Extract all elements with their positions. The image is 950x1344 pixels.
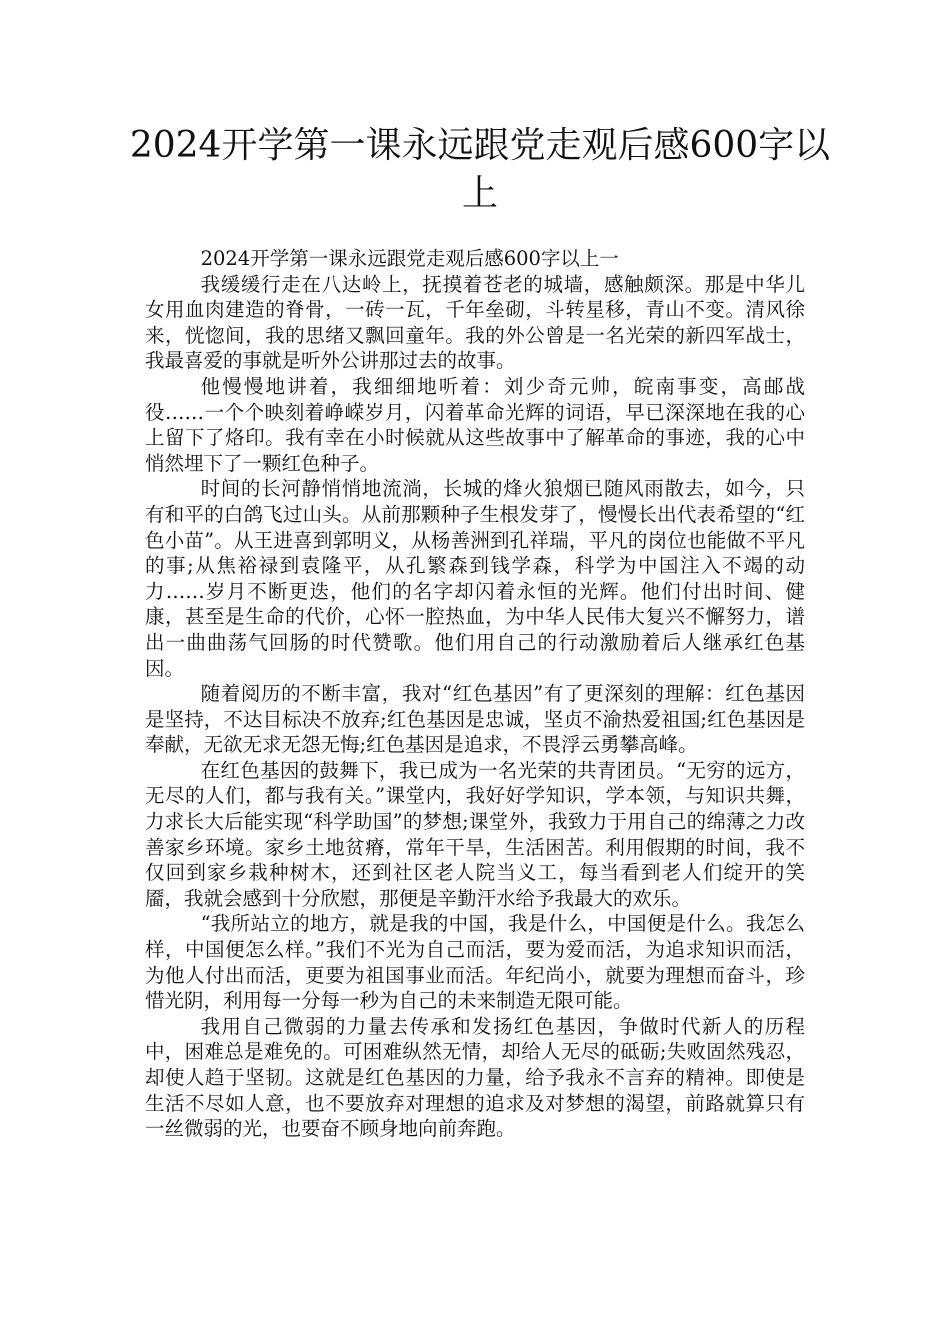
paragraph-6: “我所站立的地方，就是我的中国，我是什么，中国便是什么。我怎么样，中国便怎么样。”我们不光为自己而活，要为爱而活，为追求知识而活，为他人付出而活，更要为祖国事业而活。年纪尚小，就要为理想而奋斗，珍惜光阴，利用每一分每一秒为自己的未来制造无限可能。 (145, 912, 805, 1013)
paragraph-subtitle: 2024开学第一课永远跟党走观后感600字以上一 (200, 247, 619, 270)
document-title: 2024开学第一课永远跟党走观后感600字以上 (129, 125, 831, 214)
paragraph-3: 时间的长河静悄悄地流淌，长城的烽火狼烟已随风雨散去，如今，只有和平的白鸽飞过山头。从前那颗种子生根发芽了，慢慢长出代表希望的“红色小苗”。从王进喜到郭明义，从杨善洲到孔祥瑞，平凡的岗位也能做不平凡的事;从焦裕禄到袁隆平，从孔繁森到钱学森，科学为中国注入不竭的动力……岁月不断更迭，他们的名字却闪着永恒的光辉。他们付出时间、健康，甚至是生命的代价，心怀一腔热血，为中华人民伟大复兴不懈努力，谱出一曲曲荡气回肠的时代赞歌。他们用自己的行动激励着后人继承红色基因。 (145, 477, 805, 680)
paragraph-4: 随着阅历的不断丰富，我对“红色基因”有了更深刻的理解：红色基因是坚持，不达目标决不放弃;红色基因是忠诚，坚贞不渝热爱祖国;红色基因是奉献，无欲无求无怨无悔;红色基因是追求，不畏浮云勇攀高峰。 (145, 682, 805, 757)
paragraph-5: 在红色基因的鼓舞下，我已成为一名光荣的共青团员。“无穷的远方，无尽的人们，都与我有关。”课堂内，我好好学知识，学本领，与知识共舞，力求长大后能实现“科学助国”的梦想;课堂外，我致力于用自己的绵薄之力改善家乡环境。家乡土地贫瘠，常年干旱，生活困苦。利用假期的时间，我不仅回到家乡栽种树木，还到社区老人院当义工，每当看到老人们绽开的笑靥，我就会感到十分欣慰，那便是辛勤汗水给予我最大的欢乐。 (145, 758, 805, 910)
document-body (145, 246, 805, 1142)
paragraph-2: 他慢慢地讲着，我细细地听着：刘少奇元帅，皖南事变，高邮战役……一个个映刻着峥嵘岁月，闪着革命光辉的词语，早已深深地在我的心上留下了烙印。我有幸在小时候就从这些故事中了解革命的事迹，我的心中悄然埋下了一颗红色种子。 (145, 374, 805, 475)
paragraph-7: 我用自己微弱的力量去传承和发扬红色基因，争做时代新人的历程中，困难总是难免的。可困难纵然无情，却给人无尽的砥砺;失败固然残忍，却使人趋于坚韧。这就是红色基因的力量，给予我永不言弃的精神。即使是生活不尽如人意，也不要放弃对理想的追求及对梦想的渴望，前路就算只有一丝微弱的光，也要奋不顾身地向前奔跑。 (145, 1014, 805, 1141)
paragraph-1: 我缓缓行走在八达岭上，抚摸着苍老的城墙，感触颇深。那是中华儿女用血肉建造的脊骨，一砖一瓦，千年垒砌，斗转星移，青山不变。清风徐来，恍惚间，我的思绪又飘回童年。我的外公曾是一名光荣的新四军战士，我最喜爱的事就是听外公讲那过去的故事。 (145, 272, 805, 373)
